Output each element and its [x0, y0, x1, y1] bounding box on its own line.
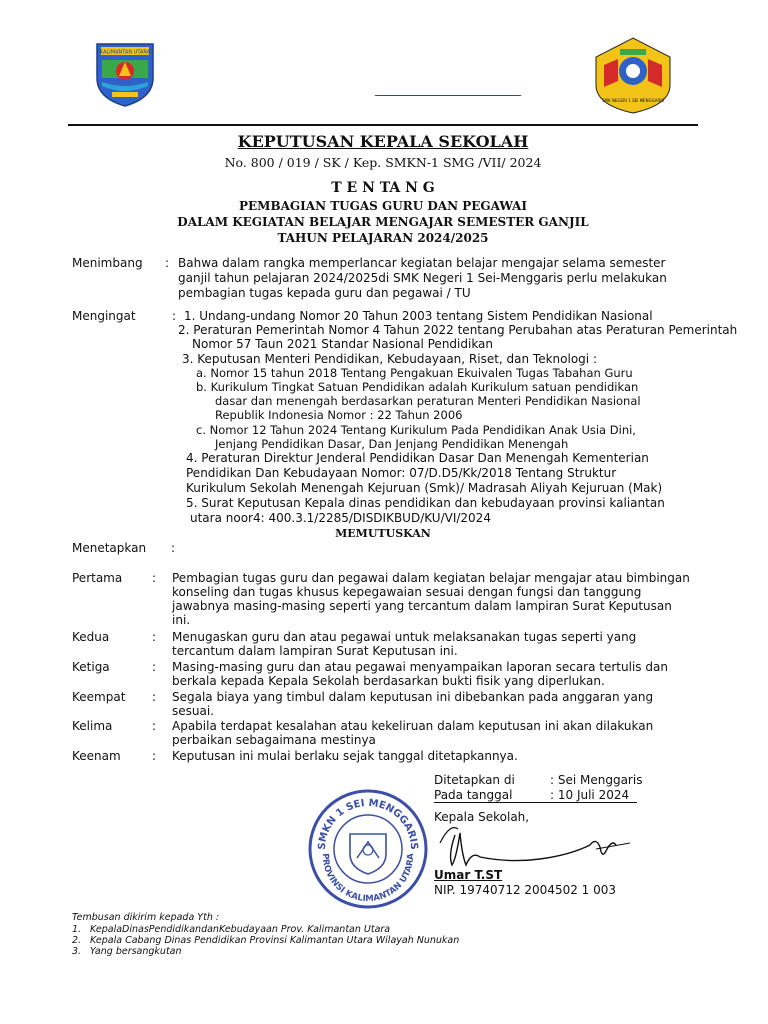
menimbang-line: pembagian tugas kepada guru dan pegawai / TU	[178, 286, 471, 300]
kelima-line: perbaikan sebagaimana mestinya	[172, 733, 376, 747]
mengingat-item: 3. Keputusan Menteri Pendidikan, Kebudayaan, Riset, dan Teknologi :	[182, 352, 597, 366]
blue-underline	[375, 95, 521, 96]
menetapkan-label: Menetapkan	[72, 541, 147, 555]
mengingat-subitem: c. Nomor 12 Tahun 2024 Tentang Kurikulum Pada Pendidikan Anak Usia Dini,	[196, 423, 636, 437]
keenam-label: Keenam	[72, 749, 121, 763]
jabatan: Kepala Sekolah,	[434, 810, 530, 824]
menimbang-colon: :	[165, 256, 170, 270]
mengingat-subitem: Jenjang Pendidikan Dasar, Dan Jenjang Pendidikan Menengah	[215, 437, 569, 451]
kedua-line: tercantum dalam lampiran Surat Keputusan ini.	[172, 644, 458, 658]
subtitle-3: TAHUN PELAJARAN 2024/2025	[277, 231, 489, 245]
signature-date-rule	[434, 802, 637, 803]
ketiga-line: berkala kepada Kepala Sekolah berdasarkan bukti fisik yang diperlukan.	[172, 674, 605, 688]
pertama-line: ini.	[172, 613, 191, 627]
ketiga-label: Ketiga	[72, 660, 110, 674]
tembusan-number: 1.	[72, 924, 82, 935]
ditetapkan-label: Ditetapkan di	[434, 773, 515, 787]
document-number: No. 800 / 019 / SK / Kep. SMKN-1 SMG /VII/ 2024	[224, 155, 542, 170]
mengingat-item: 5. Surat Keputusan Kepala dinas pendidikan dan kebudayaan provinsi kaliantan	[186, 496, 665, 510]
menimbang-label: Menimbang	[72, 256, 143, 270]
kelima-label: Kelima	[72, 719, 113, 733]
stamp-top-text: SMKN 1 SEI MENGGARIS	[316, 797, 420, 851]
menimbang-line: Bahwa dalam rangka memperlancar kegiatan belajar mengajar selama semester	[178, 256, 666, 270]
kelima-line: Apabila terdapat kesalahan atau kekeliruan dalam keputusan ini akan dilakukan	[172, 719, 654, 733]
mengingat-colon: :	[172, 309, 177, 323]
right-logo	[590, 35, 676, 115]
tembusan-number: 2.	[72, 935, 82, 946]
mengingat-label: Mengingat	[72, 309, 136, 323]
keempat-line: sesuai.	[172, 704, 214, 718]
kelima-colon: :	[152, 719, 157, 733]
ditetapkan-value: : Sei Menggaris	[550, 773, 643, 787]
mengingat-item: 1. Undang-undang Nomor 20 Tahun 2003 tentang Sistem Pendidikan Nasional	[184, 309, 653, 323]
mengingat-subitem: Republik Indonesia Nomor : 22 Tahun 2006	[215, 408, 463, 422]
right-logo-text: SMK NEGERI 1 SEI MENGGARIS	[602, 98, 664, 103]
subtitle-2: DALAM KEGIATAN BELAJAR MENGAJAR SEMESTER GANJIL	[177, 215, 589, 229]
tembusan-number: 3.	[72, 946, 82, 957]
mengingat-item: 4. Peraturan Direktur Jenderal Pendidikan Dasar Dan Menengah Kementerian	[186, 451, 649, 465]
memutuskan-heading: MEMUTUSKAN	[335, 527, 431, 540]
pertama-line: jawabnya masing-masing seperti yang tercantum dalam lampiran Surat Keputusan	[172, 599, 672, 613]
left-logo-text: KALIMANTAN UTARA	[99, 49, 151, 56]
document-title: KEPUTUSAN KEPALA SEKOLAH	[237, 132, 529, 151]
mengingat-subitem: a. Nomor 15 tahun 2018 Tentang Pengakuan Ekuivalen Tugas Tabahan Guru	[196, 366, 633, 380]
keenam-colon: :	[152, 749, 157, 763]
pertama-line: konseling dan tugas khusus kepegawaian sesuai dengan fungsi dan tanggung	[172, 585, 642, 599]
tembusan-item: Kepala Cabang Dinas Pendidikan Provinsi Kalimantan Utara Wilayah Nunukan	[90, 935, 460, 946]
ketiga-line: Masing-masing guru dan atau pegawai menyampaikan laporan secara tertulis dan	[172, 660, 668, 674]
tembusan-item: KepalaDinasPendidikandanKebudayaan Prov. Kalimantan Utara	[90, 924, 391, 935]
tembusan-item: Yang bersangkutan	[90, 946, 182, 957]
stamp-bottom-text: PROVINSI KALIMANTAN UTARA	[319, 853, 417, 905]
tembusan-title: Tembusan dikirim kepada Yth :	[72, 912, 220, 923]
header-rule	[68, 124, 698, 126]
keempat-colon: :	[152, 690, 157, 704]
signatory-name: Umar T.ST	[434, 868, 503, 882]
keenam-line: Keputusan ini mulai berlaku sejak tanggal ditetapkannya.	[172, 749, 518, 763]
kedua-label: Kedua	[72, 630, 110, 644]
menimbang-line: ganjil tahun pelajaran 2024/2025di SMK Negeri 1 Sei-Menggaris perlu melakukan	[178, 271, 667, 285]
kedua-colon: :	[152, 630, 157, 644]
ketiga-colon: :	[152, 660, 157, 674]
subtitle-1: PEMBAGIAN TUGAS GURU DAN PEGAWAI	[239, 199, 527, 213]
mengingat-subitem: dasar dan menengah berdasarkan peraturan Menteri Pendidikan Nasional	[215, 394, 641, 408]
mengingat-subitem: b. Kurikulum Tingkat Satuan Pendidikan adalah Kurikulum satuan pendidikan	[196, 380, 639, 394]
mengingat-item: Kurikulum Sekolah Menengah Kejuruan (Smk)/ Madrasah Aliyah Kejuruan (Mak)	[186, 481, 663, 495]
keempat-label: Keempat	[72, 690, 126, 704]
kedua-line: Menugaskan guru dan atau pegawai untuk melaksanakan tugas seperti yang	[172, 630, 637, 644]
tanggal-value: : 10 Juli 2024	[550, 788, 630, 802]
mengingat-item: utara noor4: 400.3.1/2285/DISDIKBUD/KU/VI/2024	[190, 511, 491, 525]
mengingat-item: 2. Peraturan Pemerintah Nomor 4 Tahun 2022 tentang Perubahan atas Peraturan Pemerintah	[178, 323, 738, 337]
mengingat-item: Pendidikan Dan Kebudayaan Nomor: 07/D.D5/Kk/2018 Tentang Struktur	[186, 466, 617, 480]
menetapkan-colon: :	[171, 541, 176, 555]
pertama-line: Pembagian tugas guru dan pegawai dalam kegiatan belajar mengajar atau bimbingan	[172, 571, 690, 585]
mengingat-item: Nomor 57 Taun 2021 Standar Nasional Pendidikan	[192, 337, 494, 351]
tanggal-label: Pada tanggal	[434, 788, 513, 802]
tentang-heading: T E N TA N G	[331, 180, 435, 196]
handwritten-signature	[400, 815, 660, 875]
pertama-label: Pertama	[72, 571, 123, 585]
pertama-colon: :	[152, 571, 157, 585]
keempat-line: Segala biaya yang timbul dalam keputusan ini dibebankan pada anggaran yang	[172, 690, 654, 704]
signatory-nip: NIP. 19740712 2004502 1 003	[434, 883, 617, 897]
left-logo	[92, 38, 158, 108]
